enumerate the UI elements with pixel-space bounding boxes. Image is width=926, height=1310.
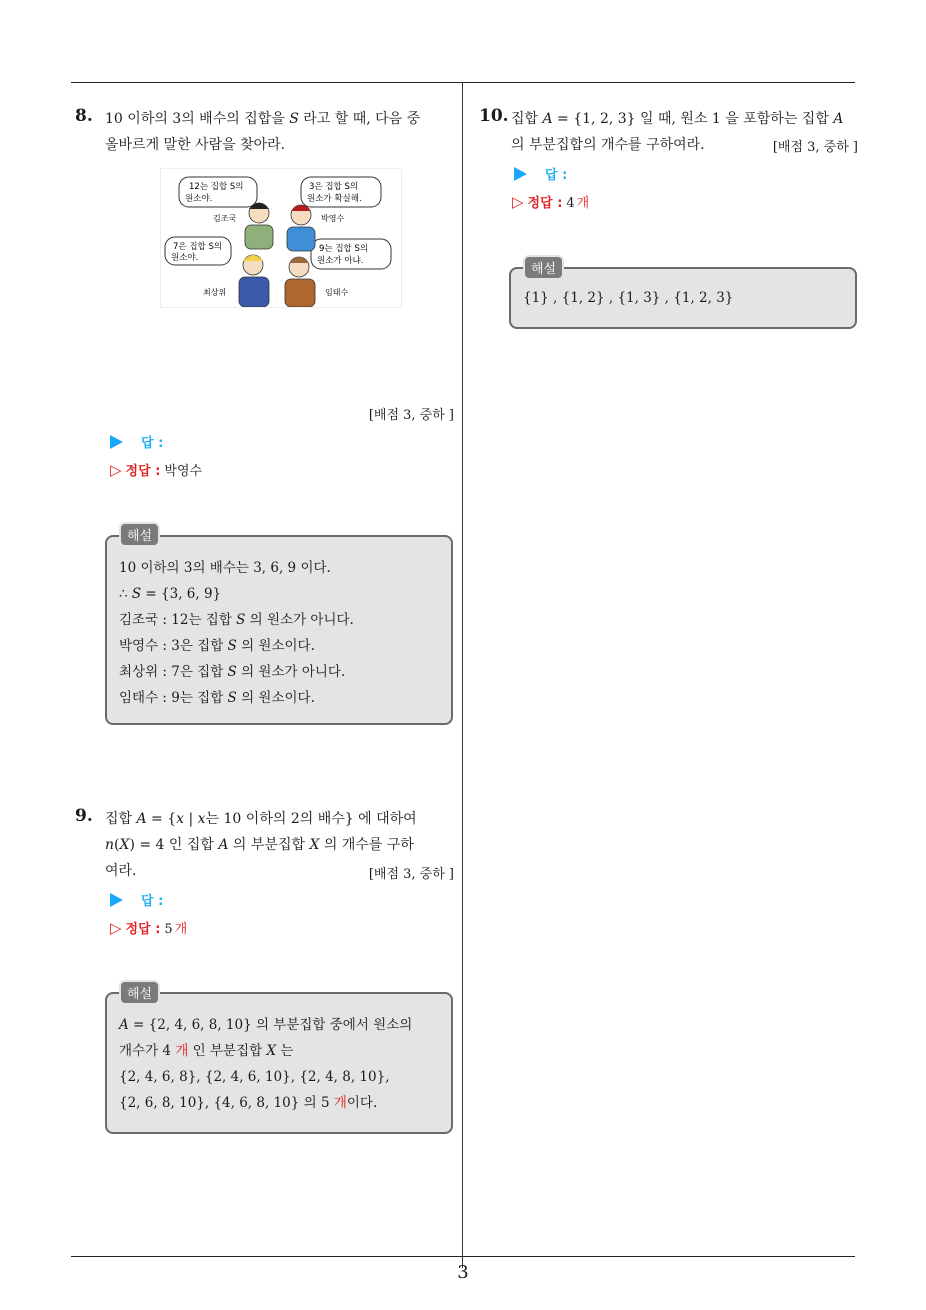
answer-label: 답 : <box>545 168 568 183</box>
bubble-text: 원소가 아냐. <box>317 256 364 266</box>
answer-row <box>110 432 163 451</box>
solution-line: 박영수 : 3은 집합 𝑆 의 원소이다. <box>119 638 315 654</box>
person-name: 임태수 <box>325 288 349 297</box>
problem-line: 𝑛(𝑋) = 4 인 집합 𝐴 의 부분집합 𝑋 의 개수를 구하 <box>105 837 414 853</box>
header-rule <box>71 82 855 83</box>
page-number: 3 <box>457 1262 469 1283</box>
correct-value: 박영수 <box>164 464 203 479</box>
problem-number: 8. <box>75 106 93 126</box>
problem-line: 집합 𝐴 = {1, 2, 3} 일 때, 원소 1 을 포함하는 집합 𝐴 <box>511 111 844 127</box>
problem-line: 집합 𝐴 = {𝑥 | 𝑥는 10 이하의 2의 배수} 에 대하여 <box>105 811 417 827</box>
correct-label: 정답 : <box>125 464 161 479</box>
play-triangle-icon <box>110 893 123 907</box>
solution-tag: 해설 <box>523 255 564 280</box>
correct-label: 정답 : <box>125 922 161 937</box>
correct-unit: 개 <box>576 196 590 211</box>
correct-label: 정답 : <box>527 196 563 211</box>
problem-text <box>105 106 455 158</box>
column-divider <box>462 83 463 1268</box>
score-label: [배점 3, 중하 ] <box>368 867 454 882</box>
outline-triangle-icon: ▷ <box>512 193 524 211</box>
solution-line: 김조국 : 12는 집합 𝑆 의 원소가 아니다. <box>119 612 354 628</box>
solution-line: 10 이하의 3의 배수는 3, 6, 9 이다. <box>119 560 331 576</box>
solution-line: 𝐴 = {2, 4, 6, 8, 10} 의 부분집합 중에서 원소의 <box>119 1017 413 1033</box>
solution-line: {1} , {1, 2} , {1, 3} , {1, 2, 3} <box>523 290 734 306</box>
correct-answer-row <box>110 460 202 479</box>
bubble-text: 9는 집합 S의 <box>319 244 369 254</box>
play-triangle-icon <box>514 167 527 181</box>
solution-line: 최상위 : 7은 집합 𝑆 의 원소가 아니다. <box>119 664 346 680</box>
solution-tag: 해설 <box>119 980 160 1005</box>
bubble-text: 7은 집합 S의 <box>173 242 223 252</box>
bubble-text: 3은 집합 S의 <box>309 182 359 192</box>
solution-text <box>119 1012 412 1116</box>
solution-fragment: 인 부분집합 𝑋 는 <box>192 1043 294 1059</box>
solution-tag: 해설 <box>119 522 160 547</box>
score-label: [배점 3, 중하 ] <box>368 408 454 423</box>
bubble-text: 원소야. <box>185 194 213 204</box>
correct-answer-row <box>110 918 187 937</box>
score-label: [배점 3, 중하 ] <box>772 140 858 155</box>
cartoon-drawing <box>161 169 401 307</box>
solution-line <box>119 1038 412 1064</box>
solution-line: 임태수 : 9는 집합 𝑆 의 원소이다. <box>119 690 315 706</box>
solution-text <box>119 555 354 711</box>
solution-line <box>119 1090 412 1116</box>
bubble-text: 12는 집합 S의 <box>189 182 244 192</box>
problem-line: 의 부분집합의 개수를 구하여라. <box>511 137 705 153</box>
solution-line: ∴ 𝑆 = {3, 6, 9} <box>119 586 222 602</box>
solution-fragment-red: 개 <box>333 1095 347 1111</box>
person-name: 박영수 <box>321 214 345 223</box>
solution-box <box>105 992 453 1134</box>
solution-text <box>523 285 733 311</box>
problem-number: 10. <box>479 106 509 126</box>
solution-box <box>105 535 453 725</box>
outline-triangle-icon: ▷ <box>110 461 122 479</box>
footer-rule <box>71 1256 855 1257</box>
answer-row <box>514 164 567 183</box>
problem-line: 여라. <box>105 863 137 879</box>
correct-answer-row <box>512 192 589 211</box>
solution-fragment: 이다. <box>346 1095 378 1111</box>
solution-fragment-red: 개 <box>175 1043 189 1059</box>
bubble-text: 원소야. <box>171 253 199 263</box>
person-name: 최상위 <box>203 288 227 297</box>
solution-fragment: 개수가 4 <box>119 1043 172 1059</box>
person-name: 김조국 <box>213 214 237 223</box>
play-triangle-icon <box>110 435 123 449</box>
solution-fragment: {2, 6, 8, 10}, {4, 6, 8, 10} 의 5 <box>119 1095 330 1111</box>
correct-value: 5 <box>164 922 173 937</box>
outline-triangle-icon: ▷ <box>110 919 122 937</box>
correct-value: 4 <box>566 196 575 211</box>
cartoon-illustration <box>160 168 402 308</box>
problem-number: 9. <box>75 806 93 826</box>
answer-label: 답 : <box>141 894 164 909</box>
problem-line: 10 이하의 3의 배수의 집합을 𝑆 라고 할 때, 다음 중 <box>105 111 421 127</box>
bubble-text: 원소가 확실해. <box>307 194 362 204</box>
correct-unit: 개 <box>174 922 188 937</box>
answer-label: 답 : <box>141 436 164 451</box>
problem-line: 올바르게 말한 사람을 찾아라. <box>105 137 286 153</box>
answer-row <box>110 890 163 909</box>
solution-line: {2, 4, 6, 8}, {2, 4, 6, 10}, {2, 4, 8, 10}, <box>119 1069 390 1085</box>
